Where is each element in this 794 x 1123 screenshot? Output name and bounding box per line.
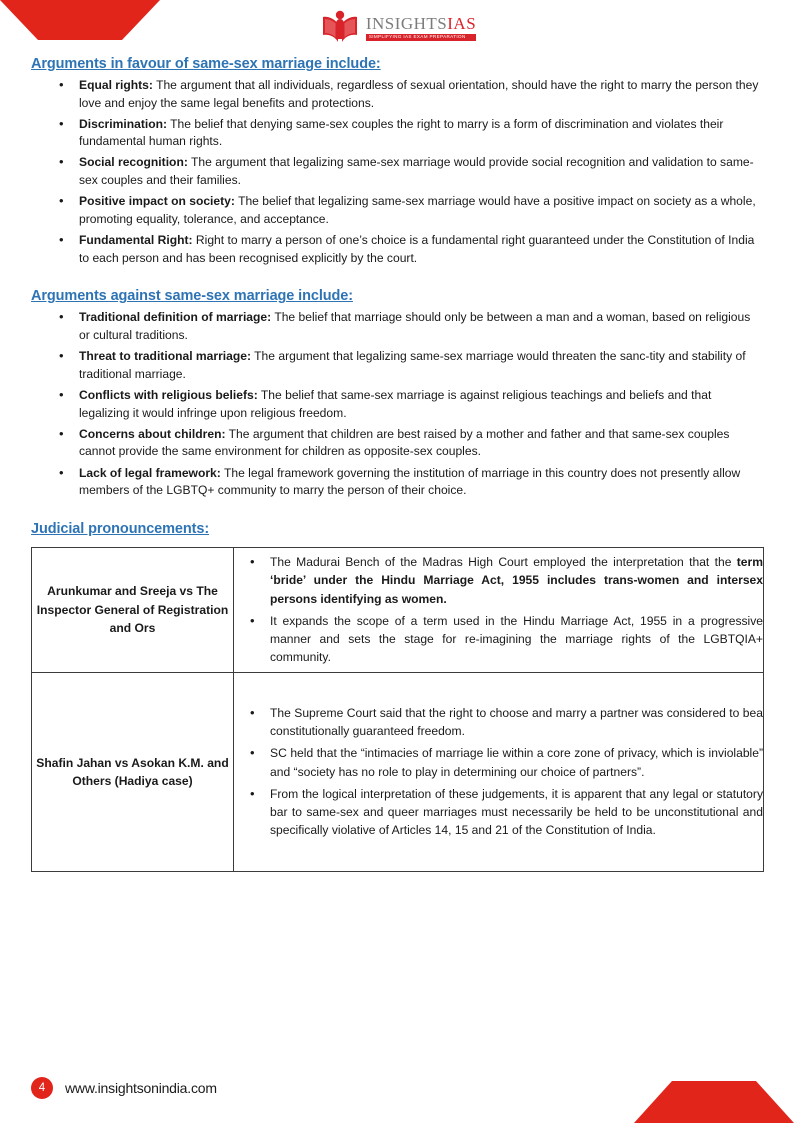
- bullet-term: Discrimination:: [79, 116, 168, 131]
- bullet-term: Lack of legal framework:: [79, 465, 221, 480]
- list-item: [248, 704, 763, 740]
- document-body: [31, 55, 764, 872]
- bullet-term: Conflicts with religious beliefs:: [79, 387, 258, 402]
- bullet-text: The belief that denying same-sex couples the right to marry is a form of discrimination and violates their fundamental human rights.: [79, 116, 724, 149]
- list-item: [57, 387, 764, 422]
- list-item: [57, 232, 764, 267]
- logo-word-insights: INSIGHTS: [365, 13, 448, 33]
- list-item: [57, 77, 764, 112]
- list-item: [57, 116, 764, 151]
- list-item: [57, 465, 764, 500]
- judicial-pronouncements-table: [31, 547, 764, 872]
- point-emphasis: term ‘bride’ under the Hindu Marriage Act, 1955 includes trans-women and intersex persons identifying as women.: [270, 555, 763, 606]
- section-heading-against: Arguments against same-sex marriage include:: [31, 288, 353, 305]
- section-heading-in-favour: Arguments in favour of same-sex marriage include:: [31, 56, 381, 72]
- bullet-term: Threat to traditional marriage:: [79, 349, 252, 364]
- case-points-list: [234, 553, 763, 666]
- bullet-text: The legal framework governing the institution of marriage in this country does not presently allow members of the LGBTQ+ community to marry the person of their choice.: [79, 465, 741, 498]
- open-book-figure-icon: [318, 6, 362, 50]
- footer-website-url: www.insightsonindia.com: [65, 1080, 217, 1096]
- bullet-text: Right to marry a person of one’s choice is a fundamental right guaranteed under the Constitution of India to each person and has been recognised explicitly by the court.: [79, 233, 755, 265]
- bullet-term: Positive impact on society:: [79, 194, 235, 209]
- bullet-text: The argument that all individuals, regardless of sexual orientation, should have the right to marry the person they love and enjoy the same legal benefits and protections.: [79, 77, 759, 110]
- point-text: It expands the scope of a term used in the Hindu Marriage Act, 1955 in a progressive manner and sets the stage for re-imagining the marriage rights of the LGBTQIA+ community.: [270, 613, 763, 664]
- bullet-term: Equal rights:: [79, 77, 153, 92]
- bullet-text: The belief that marriage should only be between a man and a woman, based on religious or cultural traditions.: [79, 310, 751, 342]
- case-name-cell: Arunkumar and Sreeja vs The Inspector General of Registration and Ors: [32, 547, 234, 672]
- point-text: SC held that the “intimacies of marriage lie within a core zone of privacy, which is inviolable” and “society has no role to play in determining our choice of partners”.: [270, 746, 763, 779]
- section-2-heading-wrap: [31, 287, 764, 308]
- bullet-term: Traditional definition of marriage:: [79, 310, 272, 325]
- list-item: [248, 744, 763, 780]
- page-header: [0, 4, 794, 52]
- case-points-list: [234, 704, 763, 839]
- case-details-cell: [234, 672, 764, 871]
- bullet-term: Social recognition:: [79, 155, 188, 170]
- logo-word-ias: IAS: [447, 13, 477, 33]
- section-heading-judicial-pronouncements: Judicial pronouncements:: [31, 520, 210, 537]
- bullet-text: The belief that same-sex marriage is against religious teachings and beliefs and that legalizing it would infringe upon religious freedom.: [79, 387, 712, 420]
- list-item: [248, 785, 763, 839]
- list-item: [57, 426, 764, 461]
- point-text: The Madurai Bench of the Madras High Court employed the interpretation that the: [270, 555, 737, 570]
- logo-tagline: SIMPLIFYING IAS EXAM PREPARATION: [366, 34, 476, 42]
- page-footer: [31, 1077, 217, 1099]
- bottom-right-red-shape: [634, 1081, 794, 1123]
- judicial-heading-wrap: [31, 520, 764, 541]
- point-text: From the logical interpretation of these judgements, it is apparent that any legal or statutory bar to same-sex and queer marriages must necessarily be held to be unconstitutional and specifically violative of Articles 14, 15 and 21 of the Constitution of India.: [270, 786, 763, 837]
- bullet-list-in-favour: [31, 77, 764, 268]
- page-number-badge: 4: [31, 1077, 53, 1099]
- logo-wordmark: [366, 15, 476, 42]
- bullet-term: Concerns about children:: [79, 426, 226, 441]
- logo-word: [366, 15, 476, 32]
- section-1-heading-wrap: [31, 55, 764, 76]
- bullet-text: The belief that legalizing same-sex marriage would have a positive impact on society as a whole, promoting equality, tolerance, and acceptance.: [79, 194, 756, 226]
- list-item: [248, 612, 763, 666]
- bullet-text: The argument that legalizing same-sex marriage would provide social recognition and validation to same-sex couples and their families.: [79, 155, 754, 188]
- list-item: [57, 154, 764, 189]
- insightsias-logo: [318, 6, 476, 50]
- bullet-text: The argument that legalizing same-sex marriage would threaten the sanc-tity and stability of traditional marriage.: [79, 349, 746, 381]
- point-text: The Supreme Court said that the right to choose and marry a partner was considered to bea constitutionally guaranteed freedom.: [270, 706, 763, 739]
- list-item: [57, 193, 764, 228]
- bullet-text: The argument that children are best raised by a mother and father and that same-sex couples cannot provide the same environment for children as opposite-sex couples.: [79, 426, 730, 459]
- table-row: [32, 672, 764, 871]
- list-item: [57, 309, 764, 344]
- table-row: [32, 547, 764, 672]
- list-item: [248, 553, 763, 607]
- list-item: [57, 348, 764, 383]
- case-name-cell: Shafin Jahan vs Asokan K.M. and Others (Hadiya case): [32, 672, 234, 871]
- case-details-cell: [234, 547, 764, 672]
- bullet-term: Fundamental Right:: [79, 233, 193, 248]
- bullet-list-against: [31, 309, 764, 500]
